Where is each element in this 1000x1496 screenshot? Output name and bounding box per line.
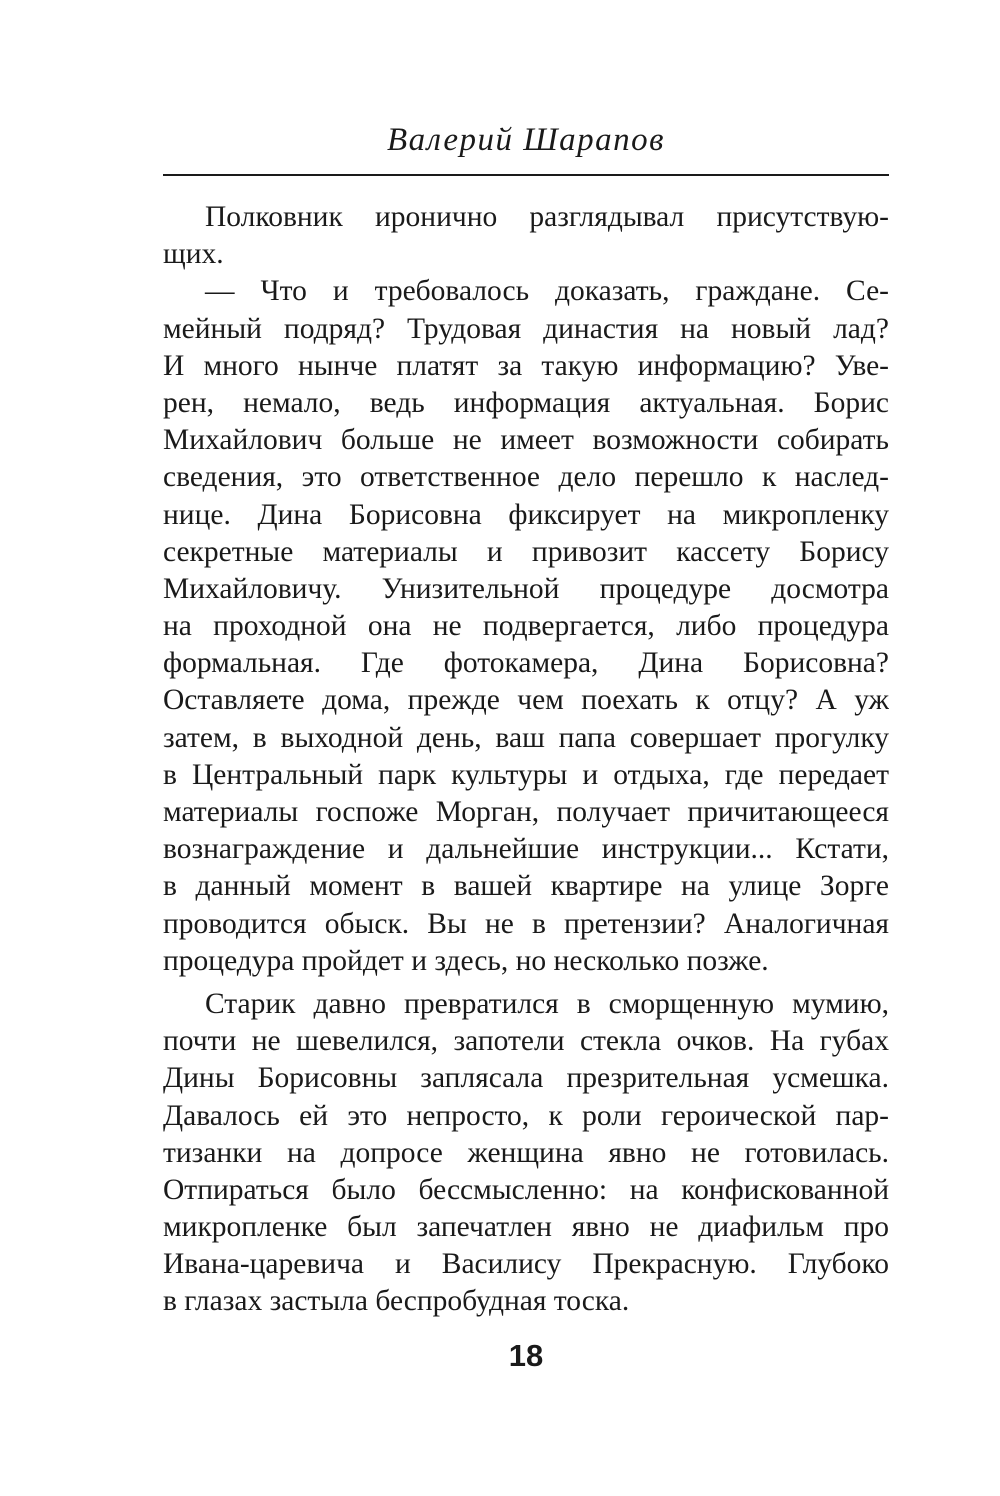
text-line: вознаграждение и дальнейшие инструкции... Кстати, bbox=[163, 833, 889, 866]
text-line: тизанки на допросе женщина явно не готовилась. bbox=[163, 1136, 889, 1169]
text-line: нице. Дина Борисовна фиксирует на микропленку bbox=[163, 498, 889, 531]
body-text bbox=[163, 199, 889, 1321]
text-line: секретные материалы и привозит кассету Борису bbox=[163, 535, 889, 568]
text-line: щих. bbox=[163, 238, 224, 271]
text-line: в Центральный парк культуры и отдыха, где передает bbox=[163, 758, 889, 791]
paragraph bbox=[163, 273, 889, 980]
text-line: на проходной она не подвергается, либо процедура bbox=[163, 610, 889, 643]
text-line: Оставляете дома, прежде чем поехать к отцу? А уж bbox=[163, 684, 889, 717]
text-line: Дины Борисовны заплясала презрительная усмешка. bbox=[163, 1062, 889, 1095]
text-line: микропленке был запечатлен явно не диафильм про bbox=[163, 1211, 889, 1244]
text-line: почти не шевелился, запотели стекла очков. На губах bbox=[163, 1025, 889, 1058]
text-line: Михайловичу. Унизительной процедуре досмотра bbox=[163, 572, 889, 605]
text-line: затем, в выходной день, ваш папа совершает прогулку bbox=[163, 721, 889, 754]
text-line: Отпираться было бессмысленно: на конфискованной bbox=[163, 1173, 889, 1206]
paragraph bbox=[163, 199, 889, 273]
header-rule bbox=[163, 174, 889, 176]
text-line: проводится обыск. Вы не в претензии? Аналогичная bbox=[163, 907, 889, 940]
text-line: формальная. Где фотокамера, Дина Борисовна? bbox=[163, 647, 889, 680]
text-line: Давалось ей это непросто, к роли героической пар- bbox=[163, 1099, 889, 1132]
text-line: материалы госпоже Морган, получает причитающееся bbox=[163, 796, 889, 828]
text-line: мейный подряд? Трудовая династия на новый лад? bbox=[163, 312, 889, 345]
text-line: рен, немало, ведь информация актуальная. Борис bbox=[163, 386, 889, 419]
text-line: сведения, это ответственное дело перешло к наслед- bbox=[163, 461, 889, 494]
text-line: Полковник иронично разглядывал присутствую- bbox=[205, 201, 889, 233]
text-line: Старик давно превратился в сморщенную мумию, bbox=[205, 987, 889, 1020]
book-page bbox=[163, 0, 889, 1496]
paragraph bbox=[163, 986, 889, 1321]
page-number: 18 bbox=[508, 1338, 544, 1373]
text-line: в глазах застыла беспробудная тоска. bbox=[163, 1285, 630, 1318]
running-header: Валерий Шарапов bbox=[386, 122, 665, 158]
text-line: — Что и требовалось доказать, граждане. Се- bbox=[205, 275, 889, 308]
text-line: Михайлович больше не имеет возможности собирать bbox=[163, 424, 889, 457]
text-line: Ивана-царевича и Василису Прекрасную. Глубоко bbox=[163, 1248, 889, 1281]
text-line: процедура пройдет и здесь, но несколько позже. bbox=[163, 944, 769, 977]
text-line: в данный момент в вашей квартире на улице Зорге bbox=[163, 870, 889, 903]
text-line: И много нынче платят за такую информацию? Уве- bbox=[163, 349, 889, 382]
